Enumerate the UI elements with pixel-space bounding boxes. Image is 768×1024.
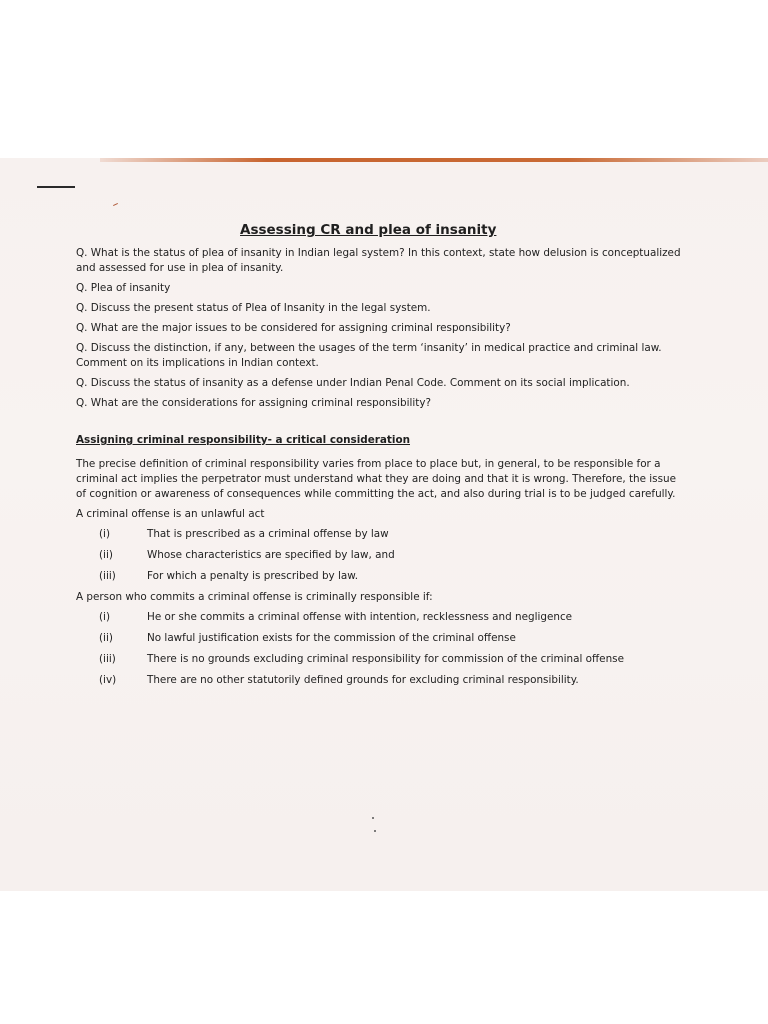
document-title: Assessing CR and plea of insanity (240, 222, 497, 238)
list-item (76, 548, 682, 563)
pen-mark (37, 186, 75, 188)
list-text: There are no other statutorily defined grounds for excluding criminal responsibility. (147, 674, 579, 686)
paper-edge (100, 158, 768, 162)
list-item (76, 610, 682, 625)
list-text: Whose characteristics are specified by law, and (147, 549, 395, 561)
scanned-sheet (0, 158, 768, 891)
list-number: (iii) (99, 570, 116, 582)
question-4: Q. What are the major issues to be considered for assigning criminal responsibility? (76, 322, 511, 334)
list-number: (ii) (99, 632, 113, 644)
list-item (76, 631, 682, 646)
scan-speck (372, 817, 374, 819)
question-2: Q. Plea of insanity (76, 282, 171, 294)
offense-list (76, 527, 682, 584)
list-number: (i) (99, 528, 110, 540)
section-heading: Assigning criminal responsibility- a critical consideration (76, 434, 410, 446)
body-paragraph: The precise definition of criminal responsibility varies from place to place but, in general, to be responsible for a criminal act implies the perpetrator must understand what they are doing and that it is wrong. Therefore, the issue of cognition or awareness of consequences while committing the act, and also during trial is to be judged carefully. (76, 458, 676, 500)
question-1: Q. What is the status of plea of insanity in Indian legal system? In this context, state how delusion is conceptualized and assessed for use in plea of insanity. (76, 247, 681, 274)
question-6: Q. Discuss the status of insanity as a defense under Indian Penal Code. Comment on its social implication. (76, 377, 630, 389)
list-number: (i) (99, 611, 110, 623)
list-text: There is no grounds excluding criminal responsibility for commission of the criminal offense (147, 653, 624, 665)
question-7: Q. What are the considerations for assigning criminal responsibility? (76, 397, 431, 409)
list-text: He or she commits a criminal offense with intention, recklessness and negligence (147, 611, 573, 623)
list-item (76, 673, 682, 688)
question-5: Q. Discuss the distinction, if any, between the usages of the term ‘insanity’ in medical practice and criminal law. Comment on its implications in Indian context. (76, 342, 662, 369)
document-body (76, 246, 682, 694)
ink-speck (113, 203, 118, 206)
responsible-list (76, 610, 682, 688)
offense-intro: A criminal offense is an unlawful act (76, 508, 265, 520)
list-text: That is prescribed as a criminal offense by law (147, 528, 389, 540)
scan-speck (374, 830, 376, 832)
list-item (76, 527, 682, 542)
list-number: (iv) (99, 674, 117, 686)
list-item (76, 652, 682, 667)
list-number: (ii) (99, 549, 113, 561)
question-3: Q. Discuss the present status of Plea of Insanity in the legal system. (76, 302, 431, 314)
list-number: (iii) (99, 653, 116, 665)
list-text: No lawful justification exists for the commission of the criminal offense (147, 632, 516, 644)
list-item (76, 569, 682, 584)
list-text: For which a penalty is prescribed by law. (147, 570, 359, 582)
responsible-intro: A person who commits a criminal offense is criminally responsible if: (76, 591, 433, 603)
